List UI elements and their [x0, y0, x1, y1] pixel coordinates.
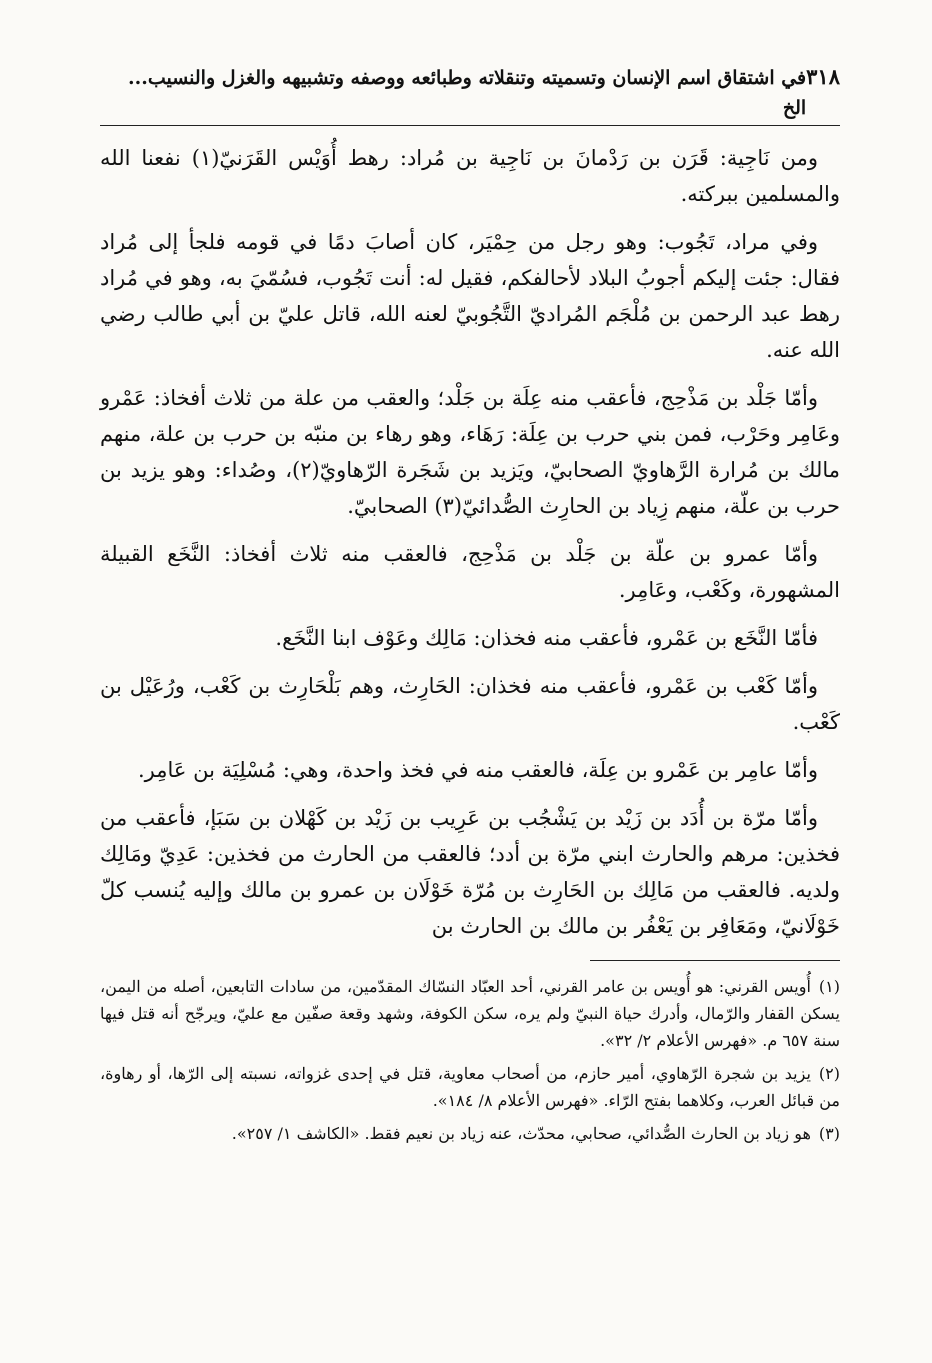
paragraph: وأمّا كَعْب بن عَمْرو، فأعقب منه فخذان: الحَارِث، وهم بَلْحَارِث بن كَعْب، ورُعَيْل بن كَعْب.: [100, 674, 840, 734]
paragraph: وفي مراد، تَجُوب: وهو رجل من حِمْيَر، كان أصابَ دمًا في قومه فلجأ إلى مُراد فقال: جئت إليكم أجوبُ البلاد لأحالفكم، فقيل له: أنت تَجُوب، فسُمّيَ به، وهو في مُراد رهط عبد الرحمن بن مُلْجَم المُراديّ التَّجُوبيّ لعنه الله، قاتل عليّ بن أبي طالب رضي الله عنه.: [100, 230, 840, 362]
paragraph: وأمّا جَلْد بن مَذْحِج، فأعقب منه عِلَة بن جَلْد؛ والعقب من علة من ثلاث أفخاذ: عَمْرو وعَامِر وحَرْب، فمن بني حرب بن عِلَة: رَهَاء، وهو رهاء بن منبّه بن حرب بن علة، منهم مالك بن مُرارة الرَّهاويّ الصحابيّ، ويَزيد بن شَجَرة الرّهاويّ(٢)، وصُداء: وهو يزيد بن حرب بن علّة، منهم زِياد بن الحارِث الصُّدائيّ(٣) الصحابيّ.: [100, 386, 840, 518]
footnote: [100, 973, 840, 1054]
footnote-number: (٣): [818, 1124, 840, 1143]
footnote-text: أُويس القرني: هو أُويس بن عامر القرني، أحد العبّاد النسّاك المقدّمين، من سادات التابعين، أصله من اليمن، يسكن القفار والرّمال، وأدرك حياة النبيّ ولم يره، سكن الكوفة، وشهد وقعة صفّين مع عليّ، ويرجّح أنه قتل فيها سنة ٦٥٧ م. «فهرس الأعلام ٢/ ٣٢».: [100, 977, 840, 1050]
paragraph: وأمّا عمرو بن علّة بن جَلْد بن مَذْحِج، فالعقب منه ثلاث أفخاذ: النَّخَع القبيلة المشهورة، وكَعْب، وعَامِر.: [100, 542, 840, 602]
footnote-text: هو زياد بن الحارث الصُّدائي، صحابي، محدّث، عنه زياد بن نعيم فقط. «الكاشف ١/ ٢٥٧».: [231, 1124, 811, 1143]
footnote: [100, 1120, 840, 1147]
footnote-number: (١): [818, 977, 840, 996]
running-head: [100, 62, 840, 126]
footnote-text: يزيد بن شجرة الرّهاوي، أمير حازم، من أصحاب معاوية، قتل في إحدى غزواته، نسبته إلى الرّها، أو رهاوة، من قبائل العرب، وكلاهما بفتح الرّاء. «فهرس الأعلام ٨/ ١٨٤».: [100, 1064, 840, 1110]
footnote-number: (٢): [818, 1064, 840, 1083]
footnote-divider: [590, 960, 840, 961]
main-text: [100, 140, 840, 944]
footnotes: [100, 973, 840, 1147]
footnote: [100, 1060, 840, 1114]
page-number: ٣١٨: [806, 64, 840, 89]
paragraph: فأمّا النَّخَع بن عَمْرو، فأعقب منه فخذان: مَالِك وعَوْف ابنا النَّخَع.: [275, 626, 818, 650]
paragraph: ومن نَاجِية: قَرَن بن رَدْمانَ بن نَاجِية بن مُراد: رهط أُوَيْس القَرَنيّ(١) نفعنا الله والمسلمين ببركته.: [100, 146, 840, 206]
paragraph: وأمّا عامِر بن عَمْرو بن عِلَة، فالعقب منه في فخذ واحدة، وهي: مُسْلِيَة بن عَامِر.: [138, 758, 818, 782]
running-title: في اشتقاق اسم الإنسان وتسميته وتنقلاته وطبائعه ووصفه وتشبيهه والغزل والنسيب... الخ: [127, 67, 807, 119]
book-page: [100, 62, 840, 1153]
paragraph: وأمّا مرّة بن أُدَد بن زَيْد بن يَشْجُب بن عَرِيب بن زَيْد بن كَهْلان بن سَبَإ، فأعقب من فخذين: مرهم والحارث ابني مرّة بن أدد؛ فالعقب من الحارث من فخذين: عَدِيّ ومَالِك ولديه. فالعقب من مَالِك بن الحَارِث بن مُرّة خَوْلَان بن عمرو بن مالك وإليه يُنسب كلّ خَوْلَانيّ، ومَعَافِر بن يَعْفُر بن مالك بن الحارث بن: [100, 806, 840, 938]
